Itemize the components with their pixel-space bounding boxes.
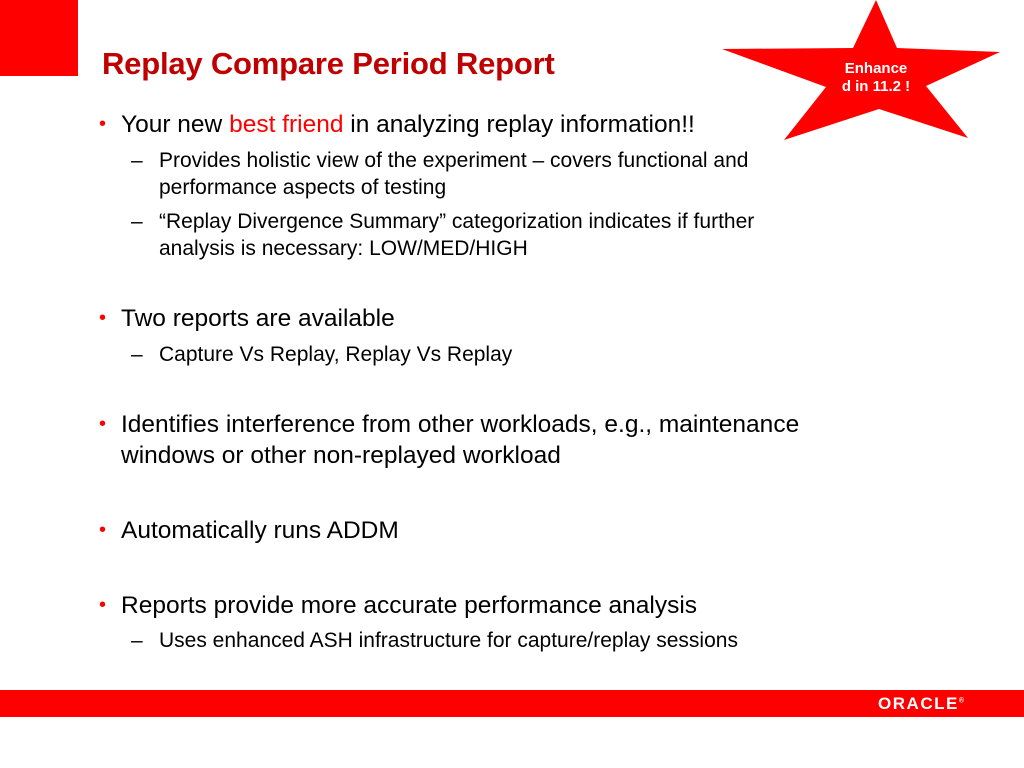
dash-icon: – <box>131 149 143 172</box>
dash-icon: – <box>131 343 143 366</box>
bullet-dot-icon: • <box>99 113 107 135</box>
bullet-dot-icon: • <box>99 594 107 616</box>
sub-bullet-report-types: – Capture Vs Replay, Replay Vs Replay <box>131 343 513 366</box>
bullet-interference: • Identifies interference from other workloads, e.g., maintenance windows or other non-replayed workload <box>99 411 800 469</box>
footer-bar <box>0 690 1024 717</box>
dash-icon: – <box>131 210 143 233</box>
sub-bullet-holistic-view: – Provides holistic view of the experiment – covers functional and performance aspects of testing <box>131 149 749 199</box>
bullet-accurate-analysis: • Reports provide more accurate performance analysis <box>99 592 698 619</box>
bullet-best-friend: • Your new best friend in analyzing replay information!! <box>99 111 695 138</box>
bullet-addm: • Automatically runs ADDM <box>99 517 399 544</box>
slide-title: Replay Compare Period Report <box>102 46 555 81</box>
bullet-dot-icon: • <box>99 307 107 329</box>
dash-icon: – <box>131 629 143 652</box>
sub-bullet-divergence-summary: – “Replay Divergence Summary” categorization indicates if further analysis is necessary: LOW/MED/HIGH <box>131 210 755 260</box>
sub-bullet-ash-infrastructure: – Uses enhanced ASH infrastructure for capture/replay sessions <box>131 629 738 652</box>
bullet-two-reports: • Two reports are available <box>99 305 395 332</box>
highlight-best-friend: best friend <box>229 111 344 138</box>
enhanced-badge: Enhance d in 11.2 ! <box>841 60 911 95</box>
bullet-dot-icon: • <box>99 519 107 541</box>
bullet-dot-icon: • <box>99 413 107 435</box>
oracle-logo: ORACLE® <box>878 694 964 713</box>
